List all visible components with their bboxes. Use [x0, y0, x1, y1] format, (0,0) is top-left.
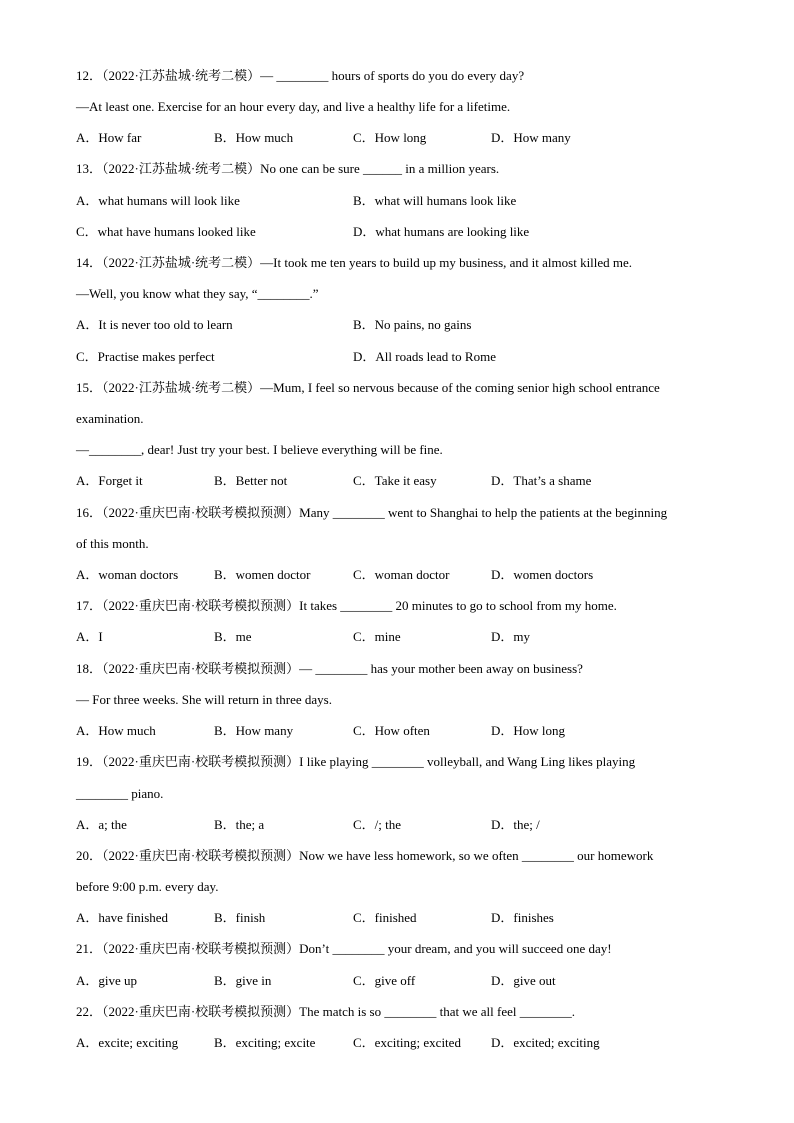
- option-d[interactable]: D．How many: [491, 130, 571, 145]
- option-b[interactable]: B．the; a: [214, 817, 265, 832]
- question-16-options: [76, 565, 724, 585]
- question-16-stem: 16．（2022·重庆巴南·校联考模拟预测）Many ________ went to Shanghai to help the patients at the beginning: [76, 505, 668, 520]
- option-c[interactable]: C．mine: [353, 629, 401, 644]
- option-d[interactable]: D．give out: [491, 973, 556, 988]
- option-a[interactable]: A．How much: [76, 723, 156, 738]
- option-b[interactable]: B．How many: [214, 723, 294, 738]
- option-b[interactable]: B．How much: [214, 130, 294, 145]
- option-b[interactable]: B．No pains, no gains: [353, 317, 472, 332]
- option-a[interactable]: A．It is never too old to learn: [76, 317, 233, 332]
- question-14-reply: —Well, you know what they say, “________.”: [76, 286, 319, 301]
- question-19-stem: 19．（2022·重庆巴南·校联考模拟预测）I like playing ________ volleyball, and Wang Ling likes playing: [76, 754, 636, 769]
- option-c[interactable]: C．woman doctor: [353, 567, 450, 582]
- question-15-reply: —________, dear! Just try your best. I believe everything will be fine.: [76, 442, 443, 457]
- option-d[interactable]: D．the; /: [491, 817, 540, 832]
- option-b[interactable]: B．give in: [214, 973, 272, 988]
- option-c[interactable]: C．Practise makes perfect: [76, 349, 215, 364]
- option-a[interactable]: A．woman doctors: [76, 567, 179, 582]
- question-18-stem: 18．（2022·重庆巴南·校联考模拟预测）— ________ has your mother been away on business?: [76, 661, 583, 676]
- question-12-options: [76, 128, 724, 148]
- option-d[interactable]: D．All roads lead to Rome: [353, 349, 496, 364]
- option-a[interactable]: A．what humans will look like: [76, 193, 240, 208]
- option-c[interactable]: C．/; the: [353, 817, 402, 832]
- question-15-options: [76, 471, 724, 491]
- option-b[interactable]: B．women doctor: [214, 567, 311, 582]
- question-22-stem: 22．（2022·重庆巴南·校联考模拟预测）The match is so ________ that we all feel ________.: [76, 1004, 575, 1019]
- option-d[interactable]: D．How long: [491, 723, 566, 738]
- option-d[interactable]: D．my: [491, 629, 531, 644]
- option-a[interactable]: A．Forget it: [76, 473, 143, 488]
- question-22-options: [76, 1033, 724, 1053]
- option-c[interactable]: C．exciting; excited: [353, 1035, 461, 1050]
- option-c[interactable]: C．what have humans looked like: [76, 224, 256, 239]
- option-b[interactable]: B．Better not: [214, 473, 288, 488]
- option-c[interactable]: C．finished: [353, 910, 417, 925]
- option-a[interactable]: A．excite; exciting: [76, 1035, 179, 1050]
- question-18-reply: — For three weeks. She will return in three days.: [76, 692, 332, 707]
- question-12-reply: —At least one. Exercise for an hour every day, and live a healthy life for a lifetime.: [76, 99, 511, 114]
- option-a[interactable]: A．I: [76, 629, 103, 644]
- option-d[interactable]: D．women doctors: [491, 567, 594, 582]
- option-a[interactable]: A．How far: [76, 130, 142, 145]
- option-a[interactable]: A．have finished: [76, 910, 169, 925]
- question-17-stem: 17．（2022·重庆巴南·校联考模拟预测）It takes ________ 20 minutes to go to school from my home.: [76, 598, 617, 613]
- question-21-options: [76, 971, 724, 991]
- question-21-stem: 21．（2022·重庆巴南·校联考模拟预测）Don’t ________ your dream, and you will succeed one day!: [76, 941, 612, 956]
- option-d[interactable]: D．excited; exciting: [491, 1035, 600, 1050]
- question-19-stem-continued: ________ piano.: [76, 786, 164, 801]
- question-13-options-ab: [76, 191, 724, 211]
- question-14-options-ab: [76, 315, 724, 335]
- question-16-stem-continued: of this month.: [76, 536, 149, 551]
- option-b[interactable]: B．exciting; excite: [214, 1035, 316, 1050]
- question-19-options: [76, 815, 724, 835]
- question-20-options: [76, 908, 724, 928]
- option-d[interactable]: D．finishes: [491, 910, 554, 925]
- question-15-stem-continued: examination.: [76, 411, 144, 426]
- question-13-stem: 13．（2022·江苏盐城·统考二模）No one can be sure ______ in a million years.: [76, 161, 500, 176]
- option-c[interactable]: C．How long: [353, 130, 427, 145]
- option-b[interactable]: B．finish: [214, 910, 266, 925]
- question-12-stem: 12．（2022·江苏盐城·统考二模）— ________ hours of sports do you do every day?: [76, 68, 525, 83]
- option-d[interactable]: D．That’s a shame: [491, 473, 592, 488]
- option-d[interactable]: D．what humans are looking like: [353, 224, 530, 239]
- option-c[interactable]: C．Take it easy: [353, 473, 437, 488]
- option-b[interactable]: B．me: [214, 629, 252, 644]
- question-17-options: [76, 627, 724, 647]
- question-14-stem: 14．（2022·江苏盐城·统考二模）—It took me ten years to build up my business, and it almost killed me.: [76, 255, 633, 270]
- question-20-stem-continued: before 9:00 p.m. every day.: [76, 879, 219, 894]
- question-20-stem: 20．（2022·重庆巴南·校联考模拟预测）Now we have less homework, so we often ________ our homework: [76, 848, 654, 863]
- option-a[interactable]: A．a; the: [76, 817, 127, 832]
- option-c[interactable]: C．How often: [353, 723, 430, 738]
- question-18-options: [76, 721, 724, 741]
- option-b[interactable]: B．what will humans look like: [353, 193, 517, 208]
- question-15-stem: 15．（2022·江苏盐城·统考二模）—Mum, I feel so nervous because of the coming senior high school entrance: [76, 380, 660, 395]
- question-13-options-cd: [76, 222, 724, 242]
- option-a[interactable]: A．give up: [76, 973, 138, 988]
- option-c[interactable]: C．give off: [353, 973, 416, 988]
- question-14-options-cd: [76, 347, 724, 367]
